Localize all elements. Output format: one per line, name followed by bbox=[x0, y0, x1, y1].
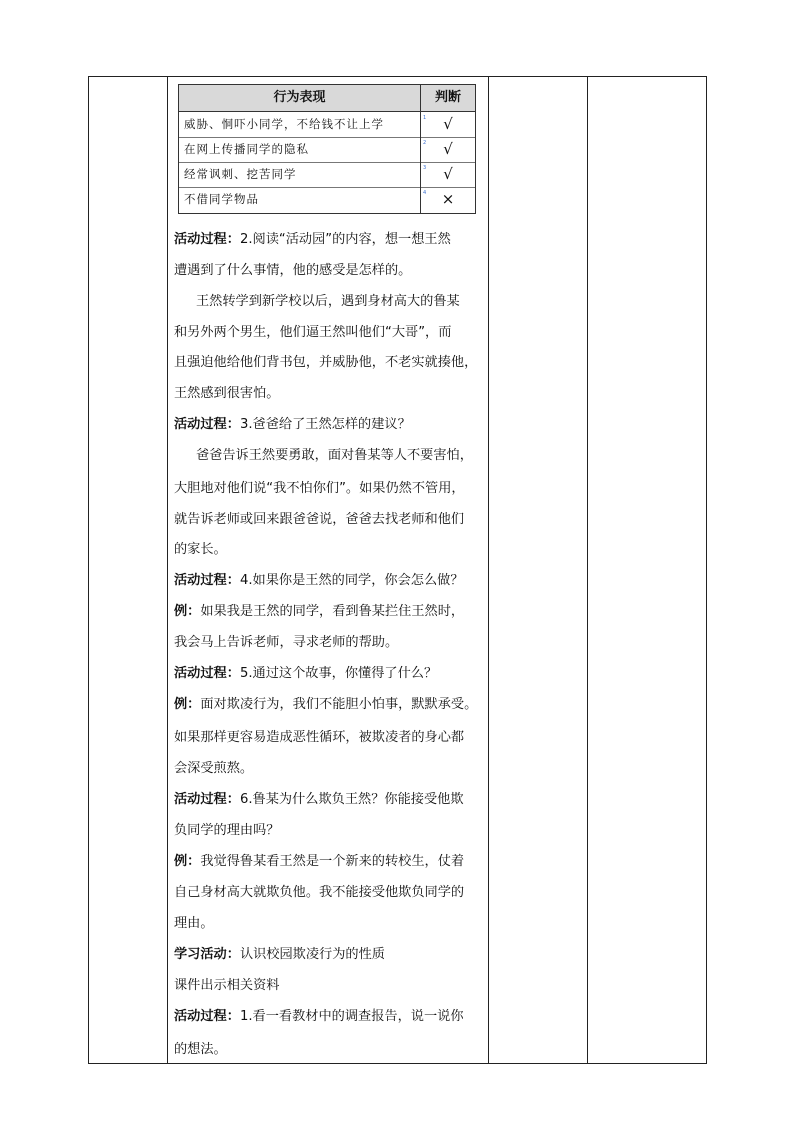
text-line: 和另外两个男生，他们逼王然叫他们“大哥”，而 bbox=[174, 325, 452, 340]
check-mark: √ bbox=[443, 165, 453, 183]
text-line: 活动过程：1.看一看教材中的调查报告，说一说你 bbox=[174, 1009, 464, 1024]
table-column-divider bbox=[420, 85, 421, 213]
table-col-border-5 bbox=[706, 76, 707, 1064]
text-line: 的想法。 bbox=[174, 1042, 227, 1057]
cross-mark: × bbox=[441, 190, 455, 208]
text-line: 会深受煎熬。 bbox=[174, 761, 254, 776]
table-col-border-2 bbox=[167, 76, 168, 1064]
text-line: 活动过程：5.通过这个故事，你懂得了什么？ bbox=[174, 666, 438, 681]
text-line: 遭遇到了什么事情，他的感受是怎样的。 bbox=[174, 263, 412, 278]
table-bottom-border bbox=[88, 1063, 707, 1064]
table-row bbox=[179, 162, 475, 188]
text-line: 活动过程：2.阅读“活动园”的内容，想一想王然 bbox=[174, 232, 451, 247]
check-mark: √ bbox=[443, 140, 453, 158]
text-line: 且强迫他给他们背书包，并威胁他，不老实就揍他， bbox=[174, 355, 478, 370]
behavior-judgment-table bbox=[178, 84, 476, 214]
text-line: 王然转学到新学校以后，遇到身材高大的鲁某 bbox=[196, 294, 460, 309]
table-col-border-3 bbox=[488, 76, 489, 1064]
text-line: 大胆地对他们说“我不怕你们”。如果仍然不管用， bbox=[174, 481, 465, 496]
text-line: 理由。 bbox=[174, 916, 214, 931]
header-behavior: 行为表现 bbox=[273, 90, 326, 105]
text-line: 爸爸告诉王然要勇敢，面对鲁某等人不要害怕， bbox=[196, 448, 473, 463]
row-number: 3 bbox=[423, 165, 427, 171]
table-row bbox=[179, 112, 475, 138]
row-text: 经常讽刺、挖苦同学 bbox=[184, 167, 297, 181]
text-line: 例：面对欺凌行为，我们不能胆小怕事，默默承受。 bbox=[174, 697, 478, 712]
text-line: 活动过程：4.如果你是王然的同学，你会怎么做？ bbox=[174, 573, 464, 588]
row-number: 2 bbox=[423, 140, 427, 146]
text-line: 活动过程：3.爸爸给了王然怎样的建议？ bbox=[174, 417, 411, 432]
text-line: 如果那样更容易造成恶性循环，被欺凌者的身心都 bbox=[174, 730, 465, 745]
table-row bbox=[179, 137, 475, 163]
table-col-border-1 bbox=[88, 76, 89, 1064]
row-text: 在网上传播同学的隐私 bbox=[184, 142, 309, 156]
table-top-border bbox=[88, 76, 707, 77]
table-header-row bbox=[179, 85, 475, 112]
text-line: 课件出示相关资料 bbox=[174, 978, 280, 993]
text-line: 活动过程：6.鲁某为什么欺负王然？你能接受他欺 bbox=[174, 792, 464, 807]
text-line: 的家长。 bbox=[174, 542, 227, 557]
text-line: 王然感到很害怕。 bbox=[174, 386, 280, 401]
check-mark: √ bbox=[443, 115, 453, 133]
table-col-border-4 bbox=[587, 76, 588, 1064]
text-line: 负同学的理由吗？ bbox=[174, 823, 280, 838]
text-line: 例：如果我是王然的同学，看到鲁某拦住王然时， bbox=[174, 604, 465, 619]
text-line: 自己身材高大就欺负他。我不能接受他欺负同学的 bbox=[174, 885, 465, 900]
text-line: 学习活动：认识校园欺凌行为的性质 bbox=[174, 947, 385, 962]
table-row bbox=[179, 187, 475, 212]
row-text: 威胁、恫吓小同学，不给钱不让上学 bbox=[184, 117, 384, 131]
text-line: 我会马上告诉老师，寻求老师的帮助。 bbox=[174, 635, 399, 650]
row-number: 4 bbox=[423, 190, 427, 196]
row-text: 不借同学物品 bbox=[184, 192, 259, 206]
text-line: 就告诉老师或回来跟爸爸说，爸爸去找老师和他们 bbox=[174, 512, 465, 527]
row-number: 1 bbox=[423, 115, 427, 121]
text-line: 例：我觉得鲁某看王然是一个新来的转校生，仗着 bbox=[174, 854, 465, 869]
header-judgment: 判断 bbox=[434, 90, 461, 105]
